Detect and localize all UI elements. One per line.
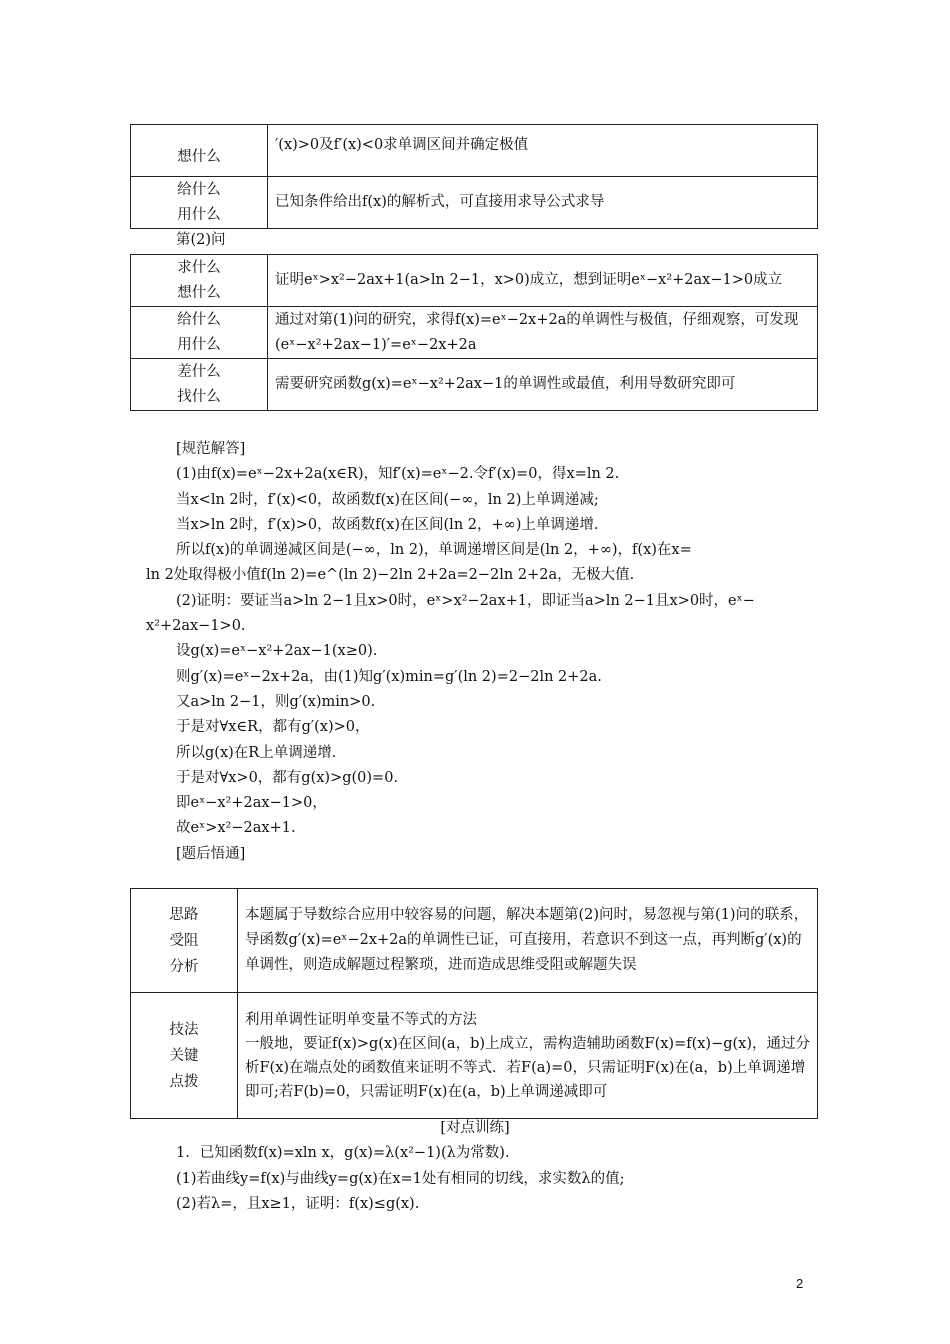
- row-value: 已知条件给出f(x)的解析式，可直接用求导公式求导: [268, 177, 818, 229]
- row-key: 差什么 找什么: [131, 359, 268, 411]
- solution-line: 所以g(x)在R上单调递增.: [176, 744, 337, 761]
- solution-line: 即eˣ−x²+2ax−1>0，: [176, 795, 327, 812]
- row-key: 给什么 用什么: [131, 177, 268, 229]
- row-key: 思路 受阻 分析: [131, 889, 238, 993]
- solution-heading: [规范解答]: [176, 441, 246, 457]
- table-row: [131, 993, 818, 1119]
- solution-line: 故eˣ>x²−2ax+1.: [176, 820, 296, 837]
- training-label: [对点训练]: [440, 1120, 510, 1136]
- row-value: ′(x)>0及f′(x)<0求单调区间并确定极值: [268, 125, 818, 177]
- row-key: 求什么 想什么: [131, 255, 268, 307]
- page-number: 2: [796, 1276, 804, 1291]
- solution-line: ln 2处取得极小值f(ln 2)=e^(ln 2)−2ln 2+2a=2−2ln 2+2a，无极大值.: [146, 567, 635, 584]
- solution-line: 于是对∀x∈R，都有g′(x)>0，: [176, 719, 370, 736]
- solution-line: 又a>ln 2−1，则g′(x)min>0.: [176, 693, 376, 710]
- row-value: 通过对第(1)问的研究，求得f(x)=eˣ−2x+2a的单调性与极值，仔细观察，可发现(eˣ−x²+2ax−1)′=eˣ−2x+2a: [268, 307, 818, 359]
- standard-solution: [146, 437, 818, 867]
- solution-line: 则g′(x)=eˣ−2x+2a，由(1)知g′(x)min=g′(ln 2)=2−2ln 2+2a.: [176, 668, 602, 685]
- exercise-line: (2)若λ=，且x≥1，证明：f(x)≤g(x).: [176, 1196, 420, 1212]
- analysis-table-part1: [130, 124, 818, 229]
- solution-line: 所以f(x)的单调递减区间是(−∞，ln 2)，单调递增区间是(ln 2，+∞)，f(x)在x=: [176, 542, 692, 559]
- row-key: 给什么 用什么: [131, 307, 268, 359]
- solution-line: 当x>ln 2时，f′(x)>0，故函数f(x)在区间(ln 2，+∞)上单调递增.: [176, 516, 599, 533]
- reflection-heading: [题后悟通]: [176, 845, 246, 862]
- table-row: [131, 255, 818, 307]
- solution-line: 设g(x)=eˣ−x²+2ax−1(x≥0).: [176, 643, 378, 660]
- row-value: 证明eˣ>x²−2ax+1(a>ln 2−1，x>0)成立，想到证明eˣ−x²+2ax−1>0成立: [268, 255, 818, 307]
- table-row: [131, 889, 818, 993]
- question-2-label: 第(2)问: [176, 232, 226, 248]
- exercise: [176, 1141, 816, 1218]
- solution-line: (2)证明：要证当a>ln 2−1且x>0时，eˣ>x²−2ax+1，即证当a>ln 2−1且x>0时，eˣ−: [176, 592, 755, 609]
- exercise-line: 1．已知函数f(x)=xln x，g(x)=λ(x²−1)(λ为常数).: [176, 1145, 510, 1161]
- row-key: 技法 关键 点拨: [131, 993, 238, 1119]
- table-row: [131, 307, 818, 359]
- row-value: 本题属于导数综合应用中较容易的问题，解决本题第(2)问时，易忽视与第(1)问的联系，导函数g′(x)=eˣ−2x+2a的单调性已证，可直接用，若意识不到这一点，再判断g′(x)的单调性，则造成解题过程繁琐，进而造成思维受阻或解题失误: [238, 889, 818, 993]
- table-row: [131, 359, 818, 411]
- reflection-table: [130, 888, 818, 1119]
- solution-line: 于是对∀x>0，都有g(x)>g(0)=0.: [176, 769, 399, 786]
- row-key: 想什么: [131, 125, 268, 177]
- row-value: 需要研究函数g(x)=eˣ−x²+2ax−1的单调性或最值，利用导数研究即可: [268, 359, 818, 411]
- analysis-table-part2: [130, 254, 818, 411]
- exercise-line: (1)若曲线y=f(x)与曲线y=g(x)在x=1处有相同的切线，求实数λ的值;: [176, 1170, 625, 1187]
- row-value: 利用单调性证明单变量不等式的方法 一般地，要证f(x)>g(x)在区间(a，b)上成立，需构造辅助函数F(x)=f(x)−g(x)，通过分析F(x)在端点处的函数值来证明不等式．若F(a)=0，只需证明F(x)在(a，b)上单调递增即可;若F(b)=0，只需证明F(x)在(a，b)上单调递减即可: [238, 993, 818, 1119]
- table-row: [131, 177, 818, 229]
- solution-line: 当x<ln 2时，f′(x)<0，故函数f(x)在区间(−∞，ln 2)上单调递减;: [176, 491, 599, 508]
- solution-line: (1)由f(x)=eˣ−2x+2a(x∈R)，知f′(x)=eˣ−2.令f′(x)=0，得x=ln 2.: [176, 466, 620, 483]
- table-row: [131, 125, 818, 177]
- solution-line: x²+2ax−1>0.: [146, 618, 246, 635]
